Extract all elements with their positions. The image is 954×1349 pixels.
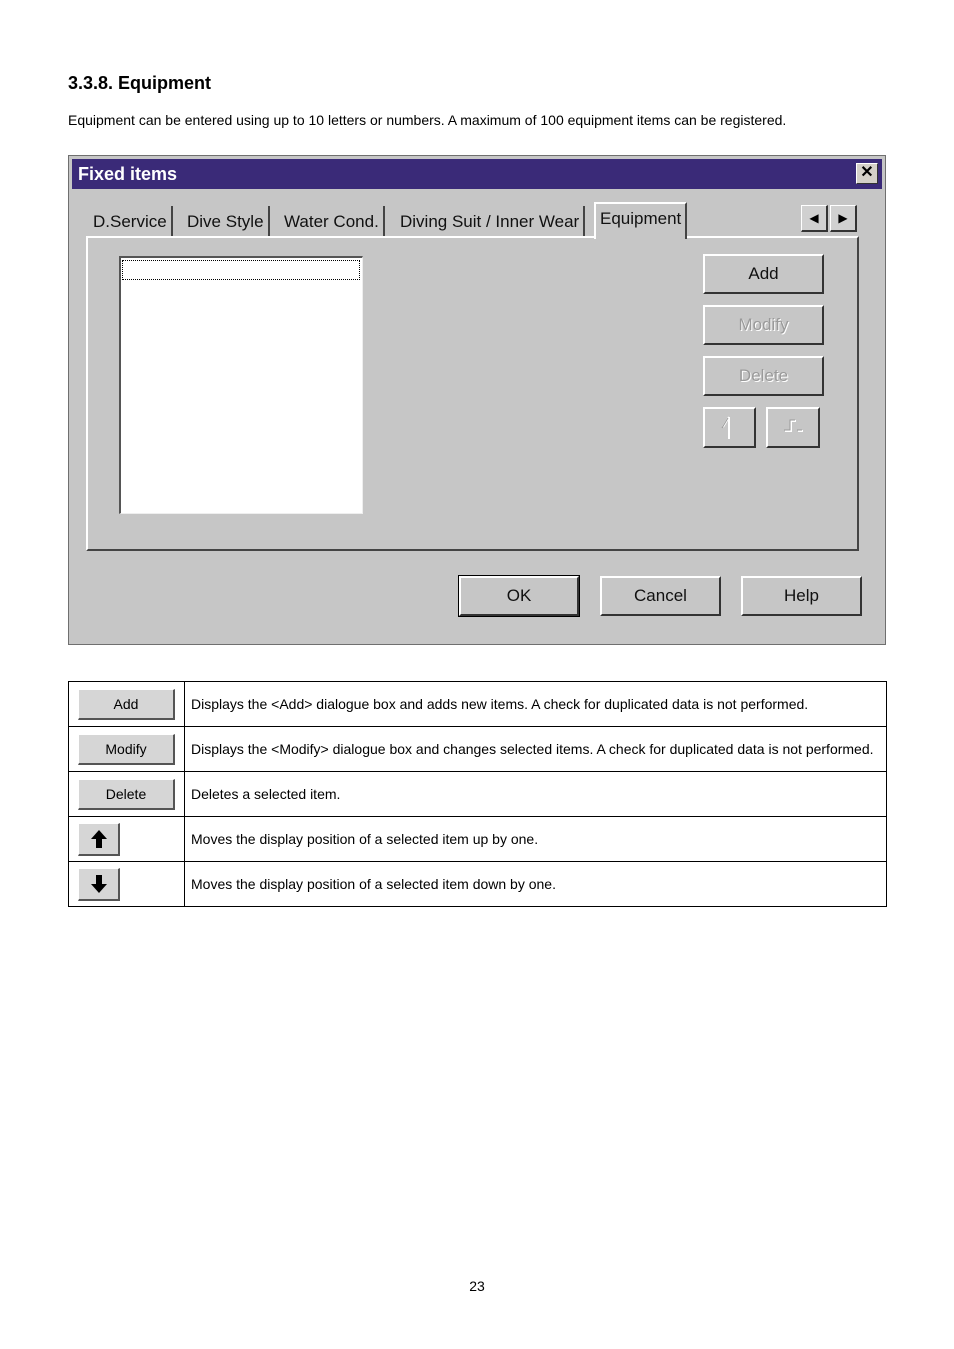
legend-delete-button: Delete — [78, 779, 175, 810]
table-row — [69, 727, 887, 772]
dialog-title: Fixed items — [78, 164, 178, 184]
arrow-down-icon — [90, 874, 108, 894]
legend-down-button — [78, 868, 120, 901]
legend-description: Moves the display position of a selected item down by one. — [185, 862, 887, 907]
section-heading: 3.3.8. Equipment — [68, 73, 212, 93]
arrow-down-icon — [768, 409, 818, 446]
table-row — [69, 772, 887, 817]
move-up-button[interactable] — [703, 407, 756, 448]
legend-add-button: Add — [78, 689, 175, 720]
table-row — [69, 682, 887, 727]
tab-dive-style[interactable]: Dive Style — [183, 206, 270, 237]
listbox-focus-row — [122, 260, 360, 280]
add-button[interactable]: Add — [703, 254, 824, 294]
legend-description: Displays the <Modify> dialogue box and changes selected items. A check for duplicated data is not performed. — [185, 727, 887, 772]
table-row — [69, 817, 887, 862]
tab-water-cond[interactable]: Water Cond. — [280, 206, 385, 237]
tab-scroll-arrows — [801, 205, 859, 232]
legend-button-cell — [69, 817, 185, 862]
legend-button-cell — [69, 727, 185, 772]
tab-d-service[interactable]: D.Service — [89, 206, 173, 237]
move-down-button[interactable] — [766, 407, 820, 448]
tab-diving-suit-inner-wear[interactable]: Diving Suit / Inner Wear — [396, 206, 585, 237]
button-legend-table — [68, 681, 887, 907]
legend-description: Moves the display position of a selected item up by one. — [185, 817, 887, 862]
table-row — [69, 862, 887, 907]
legend-description: Deletes a selected item. — [185, 772, 887, 817]
triangle-right-icon[interactable]: ▶ — [830, 205, 857, 232]
cancel-button[interactable]: Cancel — [600, 576, 721, 616]
close-icon[interactable]: ✕ — [856, 163, 878, 184]
dialog-titlebar — [72, 159, 882, 189]
triangle-left-icon[interactable]: ◀ — [801, 205, 828, 232]
legend-button-cell — [69, 682, 185, 727]
legend-description: Displays the <Add> dialogue box and adds new items. A check for duplicated data is not performed. — [185, 682, 887, 727]
equipment-listbox[interactable] — [119, 256, 363, 514]
help-button[interactable]: Help — [741, 576, 862, 616]
tab-equipment[interactable]: Equipment — [594, 202, 687, 239]
page-number: 23 — [469, 1278, 485, 1294]
delete-button[interactable]: Delete — [703, 356, 824, 396]
ok-button[interactable]: OK — [459, 576, 579, 616]
intro-paragraph: Equipment can be entered using up to 10 letters or numbers. A maximum of 100 equipment items can be registered. — [68, 112, 787, 128]
arrow-up-icon — [90, 829, 108, 849]
fixed-items-dialog-screenshot — [68, 155, 886, 645]
legend-up-button — [78, 823, 120, 856]
legend-modify-button: Modify — [78, 734, 175, 765]
arrow-up-icon — [705, 409, 754, 446]
modify-button[interactable]: Modify — [703, 305, 824, 345]
legend-button-cell — [69, 862, 185, 907]
legend-button-cell — [69, 772, 185, 817]
